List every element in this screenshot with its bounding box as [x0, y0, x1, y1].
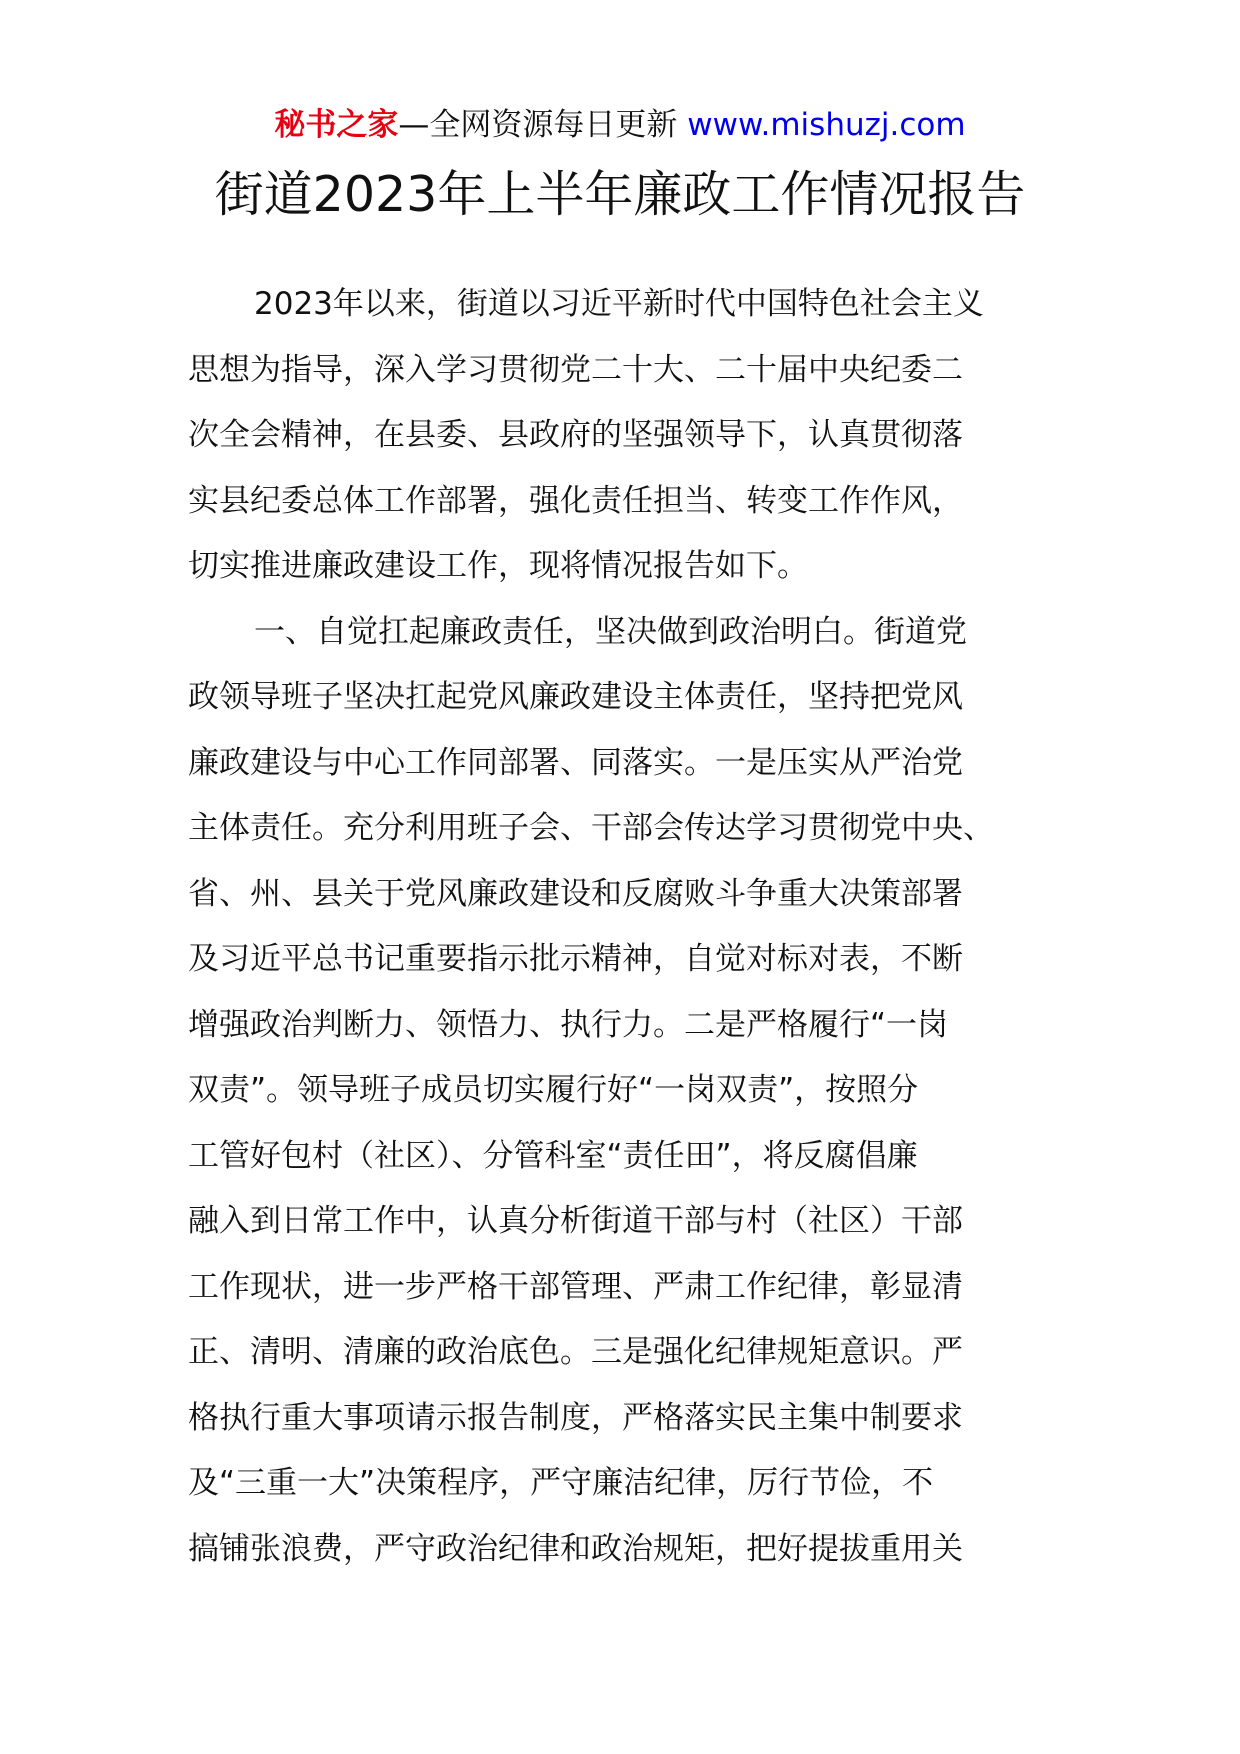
body-line: 切实推进廉政建设工作，现将情况报告如下。	[188, 548, 808, 584]
body-line: 搞铺张浪费，严守政治纪律和政治规矩，把好提拔重用关	[188, 1530, 963, 1567]
body-line: 工作现状，进一步严格干部管理、严肃工作纪律，彰显清	[188, 1268, 963, 1305]
document-title: 街道2023年上半年廉政工作情况报告	[214, 166, 1026, 223]
body-line: 格执行重大事项请示报告制度，严格落实民主集中制要求	[188, 1399, 963, 1436]
body-line: 主体责任。充分利用班子会、干部会传达学习贯彻党中央、	[188, 810, 994, 846]
body-line: 工管好包村（社区）、分管科室“责任田”，将反腐倡廉	[188, 1137, 918, 1174]
body-line: 廉政建设与中心工作同部署、同落实。一是压实从严治党	[188, 744, 963, 781]
body-line: 增强政治判断力、领悟力、执行力。二是严格履行“一岗	[188, 1006, 949, 1043]
body-line: 正、清明、清廉的政治底色。三是强化纪律规矩意识。严	[188, 1334, 963, 1370]
body-line: 思想为指导，深入学习贯彻党二十大、二十届中央纪委二	[188, 351, 963, 388]
site-tagline: —全网资源每日更新	[398, 107, 688, 143]
site-url-link[interactable]: www.mishuzj.com	[687, 107, 966, 143]
body-line: 融入到日常工作中，认真分析街道干部与村（社区）干部	[188, 1203, 963, 1239]
body-line: 次全会精神，在县委、县政府的坚强领导下，认真贯彻落	[188, 417, 963, 453]
site-brand: 秘书之家	[274, 107, 399, 143]
body-line: 双责”。领导班子成员切实履行好“一岗双责”，按照分	[188, 1072, 919, 1108]
body-line: 政领导班子坚决扛起党风廉政建设主体责任，坚持把党风	[188, 679, 963, 715]
document-body	[188, 272, 1068, 1582]
section-heading-line: 一、自觉扛起廉政责任，坚决做到政治明白。街道党	[254, 613, 967, 650]
body-line: 实县纪委总体工作部署，强化责任担当、转变工作作风，	[188, 482, 963, 519]
body-line: 2023年以来，街道以习近平新时代中国特色社会主义	[254, 286, 984, 322]
body-line: 及习近平总书记重要指示批示精神，自觉对标对表，不断	[188, 941, 963, 977]
site-header	[0, 102, 1240, 148]
body-line: 省、州、县关于党风廉政建设和反腐败斗争重大决策部署	[188, 875, 963, 912]
body-line: 及“三重一大”决策程序，严守廉洁纪律，厉行节俭，不	[188, 1465, 934, 1501]
